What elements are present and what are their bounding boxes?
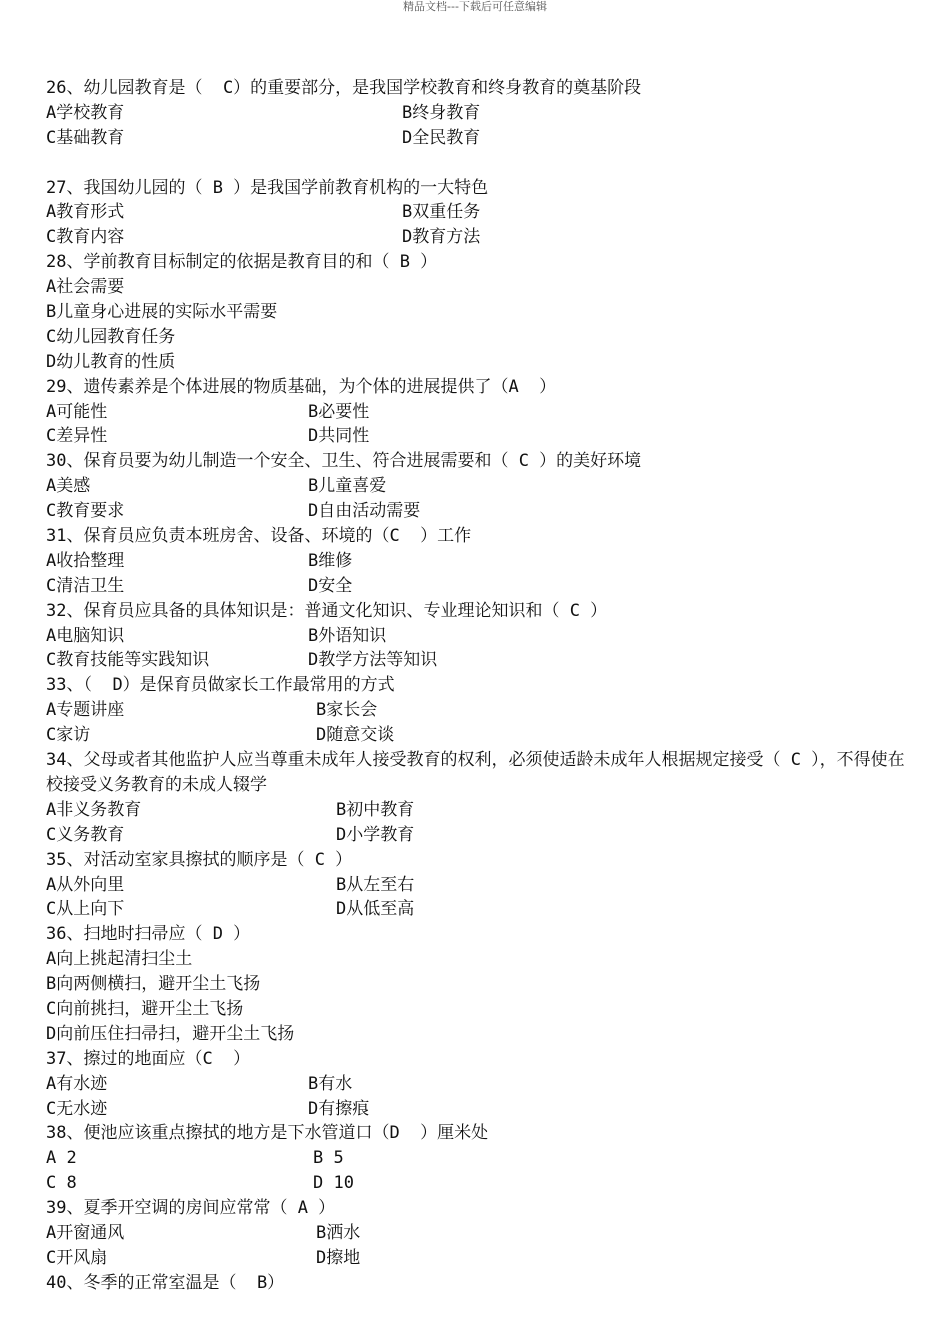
option-row (46, 1072, 906, 1097)
question-block (46, 375, 906, 450)
question-list (46, 76, 906, 1296)
option-row (46, 1221, 906, 1246)
question-block (46, 524, 906, 599)
blank-line (46, 151, 906, 176)
question-stem: 38、便池应该重点擦拭的地方是下水管道口（D ）厘米处 (46, 1123, 489, 1144)
option-text: C义务教育 (46, 824, 125, 845)
option-text: D安全 (308, 575, 353, 596)
option-row (46, 1171, 906, 1196)
question-block (46, 1196, 906, 1271)
option-text: C从上向下 (46, 899, 125, 920)
question-block (46, 76, 906, 151)
question-stem: 28、学前教育目标制定的依据是教育目的和（ B ） (46, 252, 438, 273)
option-row (46, 823, 906, 848)
option-row (46, 873, 906, 898)
question-stem: 35、对活动室家具擦拭的顺序是（ C ） (46, 849, 353, 870)
option-text: A可能性 (46, 401, 108, 422)
question-block (46, 1271, 906, 1296)
option-text: C家访 (46, 725, 91, 746)
option-text: B向两侧横扫，避开尘土飞扬 (46, 974, 261, 995)
option-text: D小学教育 (336, 824, 415, 845)
option-text: D全民教育 (402, 127, 481, 148)
option-row (46, 549, 906, 574)
option-text: A收拾整理 (46, 550, 125, 571)
option-row (46, 474, 906, 499)
question-stem: 32、保育员应具备的具体知识是：普通文化知识、专业理论知识和（ C ） (46, 600, 608, 621)
option-text: C基础教育 (46, 127, 125, 148)
option-text: A 2 (46, 1148, 77, 1169)
option-text: B双重任务 (402, 202, 481, 223)
question-stem: 36、扫地时扫帚应（ D ） (46, 924, 251, 945)
question-stem: 26、幼儿园教育是（ C）的重要部分，是我国学校教育和终身教育的奠基阶段 (46, 78, 642, 98)
option-text: C教育技能等实践知识 (46, 650, 210, 671)
option-text: C教育内容 (46, 227, 125, 248)
option-text: D教育方法 (402, 227, 481, 248)
question-block (46, 250, 906, 374)
option-text: A有水迹 (46, 1073, 108, 1094)
question-block (46, 176, 906, 251)
option-row (46, 897, 906, 922)
option-row (46, 624, 906, 649)
option-row (46, 574, 906, 599)
option-row (46, 200, 906, 225)
option-row (46, 101, 906, 126)
option-text: B外语知识 (308, 625, 387, 646)
option-text: D 10 (313, 1173, 354, 1194)
question-block (46, 748, 906, 848)
question-block (46, 922, 906, 1046)
option-row (46, 1246, 906, 1271)
option-text: B初中教育 (336, 799, 415, 820)
option-row (46, 698, 906, 723)
option-row (46, 400, 906, 425)
option-text: D自由活动需要 (308, 501, 421, 522)
option-text: B洒水 (316, 1223, 361, 1243)
option-text: D共同性 (308, 426, 370, 447)
option-text: A专题讲座 (46, 700, 125, 721)
option-text: B家长会 (316, 700, 378, 721)
question-block (46, 673, 906, 748)
option-text: B终身教育 (402, 102, 481, 123)
option-text: A开窗通风 (46, 1223, 125, 1243)
question-stem: 29、遗传素养是个体进展的物质基础，为个体的进展提供了（A ） (46, 376, 557, 397)
option-text: C向前挑扫，避开尘土飞扬 (46, 998, 244, 1019)
option-text: D教学方法等知识 (308, 650, 438, 671)
option-row (46, 225, 906, 250)
option-text: A从外向里 (46, 874, 125, 895)
option-text: A非义务教育 (46, 799, 142, 820)
page-header: 精品文档---下载后可任意编辑 (403, 0, 547, 13)
question-stem: 31、保育员应负责本班房舍、设备、环境的（C ）工作 (46, 526, 472, 547)
option-text: D随意交谈 (316, 725, 395, 746)
option-row (46, 126, 906, 151)
option-text: C教育要求 (46, 501, 125, 522)
option-text: D从低至高 (336, 899, 415, 920)
option-row (46, 723, 906, 748)
option-text: A学校教育 (46, 102, 125, 123)
option-text: A向上挑起清扫尘土 (46, 949, 193, 970)
option-text: D向前压住扫帚扫，避开尘土飞扬 (46, 1023, 295, 1044)
option-text: A社会需要 (46, 277, 125, 298)
option-text: C差异性 (46, 426, 108, 447)
option-row (46, 1146, 906, 1171)
option-text: B必要性 (308, 401, 370, 422)
question-stem: 27、我国幼儿园的（ B ）是我国学前教育机构的一大特色 (46, 177, 489, 198)
option-text: B 5 (313, 1148, 344, 1169)
option-text: A电脑知识 (46, 625, 125, 646)
option-row (46, 1097, 906, 1122)
option-text: A美感 (46, 476, 91, 497)
option-row (46, 424, 906, 449)
question-block (46, 599, 906, 674)
option-row (46, 648, 906, 673)
question-stem: 30、保育员要为幼儿制造一个安全、卫生、符合进展需要和（ C ）的美好环境 (46, 451, 642, 472)
question-stem: 33、（ D）是保育员做家长工作最常用的方式 (46, 675, 395, 696)
option-text: B有水 (308, 1073, 353, 1094)
option-text: B儿童喜爱 (308, 476, 387, 497)
option-text: B儿童身心进展的实际水平需要 (46, 302, 278, 323)
question-block (46, 848, 906, 923)
option-text: D幼儿教育的性质 (46, 351, 176, 372)
option-row (46, 798, 906, 823)
option-text: C清洁卫生 (46, 575, 125, 596)
question-stem: 40、冬季的正常室温是（ B） (46, 1272, 285, 1293)
question-block (46, 449, 906, 524)
option-text: A教育形式 (46, 202, 125, 223)
question-stem: 34、父母或者其他监护人应当尊重未成年人接受教育的权利，必须使适龄未成年人根据规定接受（ C ），不得使在校接受义务教育的未成人辍学 (46, 750, 905, 795)
option-text: B从左至右 (336, 874, 415, 895)
option-text: C幼儿园教育任务 (46, 326, 176, 347)
option-text: C 8 (46, 1173, 77, 1194)
option-text: D擦地 (316, 1247, 361, 1268)
question-stem: 37、擦过的地面应（C ） (46, 1048, 251, 1069)
option-row (46, 499, 906, 524)
question-block (46, 1047, 906, 1122)
question-block (46, 1121, 906, 1196)
option-text: B维修 (308, 550, 353, 571)
option-text: C开风扇 (46, 1247, 108, 1268)
option-text: C无水迹 (46, 1098, 108, 1119)
option-text: D有擦痕 (308, 1098, 370, 1119)
question-stem: 39、夏季开空调的房间应常常（ A ） (46, 1198, 336, 1219)
